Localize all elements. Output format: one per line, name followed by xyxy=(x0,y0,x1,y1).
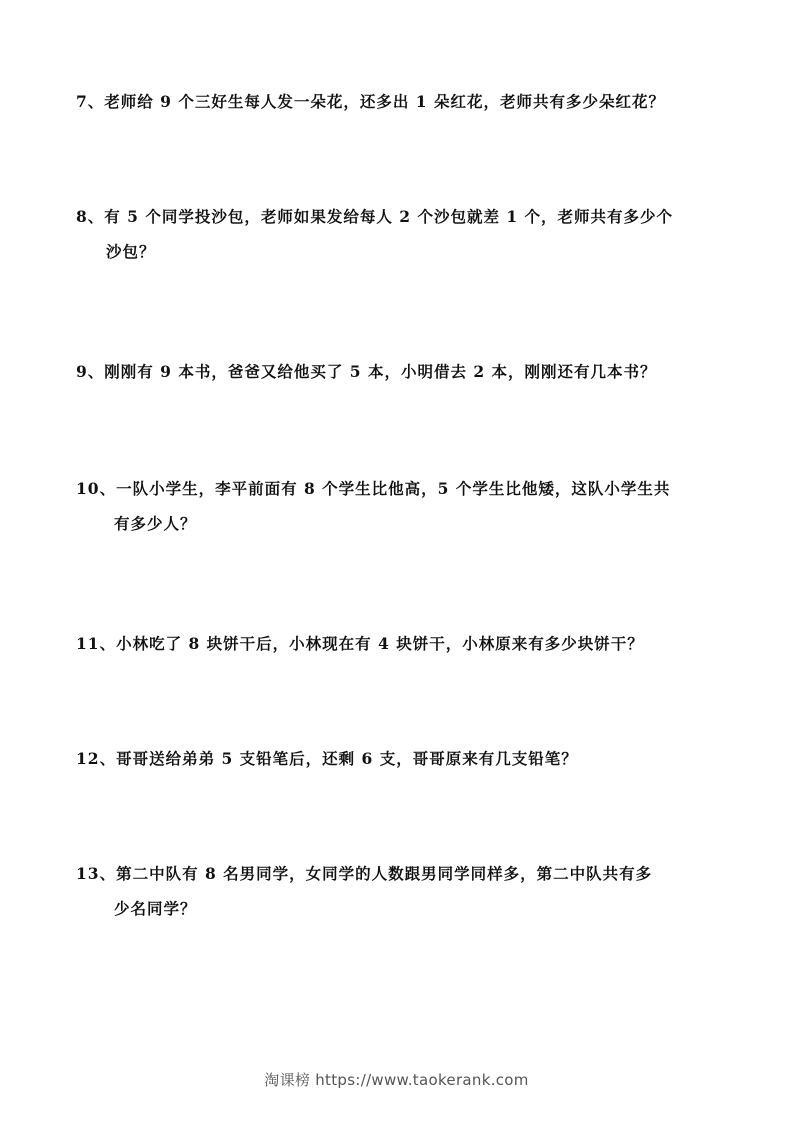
question-11-text: 11、小林吃了 8 块饼干后，小林现在有 4 块饼干，小林原来有多少块饼干？ xyxy=(76,634,644,653)
question-13-continuation: 少名同学？ xyxy=(114,899,197,918)
question-10-continuation: 有多少人？ xyxy=(114,514,197,533)
question-8 xyxy=(76,199,726,269)
question-13 xyxy=(76,856,726,926)
question-9 xyxy=(76,354,726,389)
question-12-text: 12、哥哥送给弟弟 5 支铅笔后，还剩 6 支，哥哥原来有几支铅笔？ xyxy=(76,749,578,768)
question-11 xyxy=(76,626,726,661)
question-10 xyxy=(76,471,726,541)
question-13-text: 13、第二中队有 8 名男同学，女同学的人数跟男同学同样多，第二中队共有多 xyxy=(76,864,653,883)
question-7-text: 7、老师给 9 个三好生每人发一朵花，还多出 1 朵红花，老师共有多少朵红花？ xyxy=(76,92,665,111)
question-8-text: 8、有 5 个同学投沙包，老师如果发给每人 2 个沙包就差 1 个，老师共有多少个 xyxy=(76,207,674,226)
question-12 xyxy=(76,741,726,776)
question-10-text: 10、一队小学生，李平前面有 8 个学生比他高，5 个学生比他矮，这队小学生共 xyxy=(76,479,671,498)
question-7 xyxy=(76,84,726,119)
question-8-continuation: 沙包？ xyxy=(106,242,156,261)
page-footer-watermark: 淘课榜 https://www.taokerank.com xyxy=(264,1071,529,1089)
question-9-text: 9、刚刚有 9 本书，爸爸又给他买了 5 本，小明借去 2 本，刚刚还有几本书？ xyxy=(76,362,657,381)
